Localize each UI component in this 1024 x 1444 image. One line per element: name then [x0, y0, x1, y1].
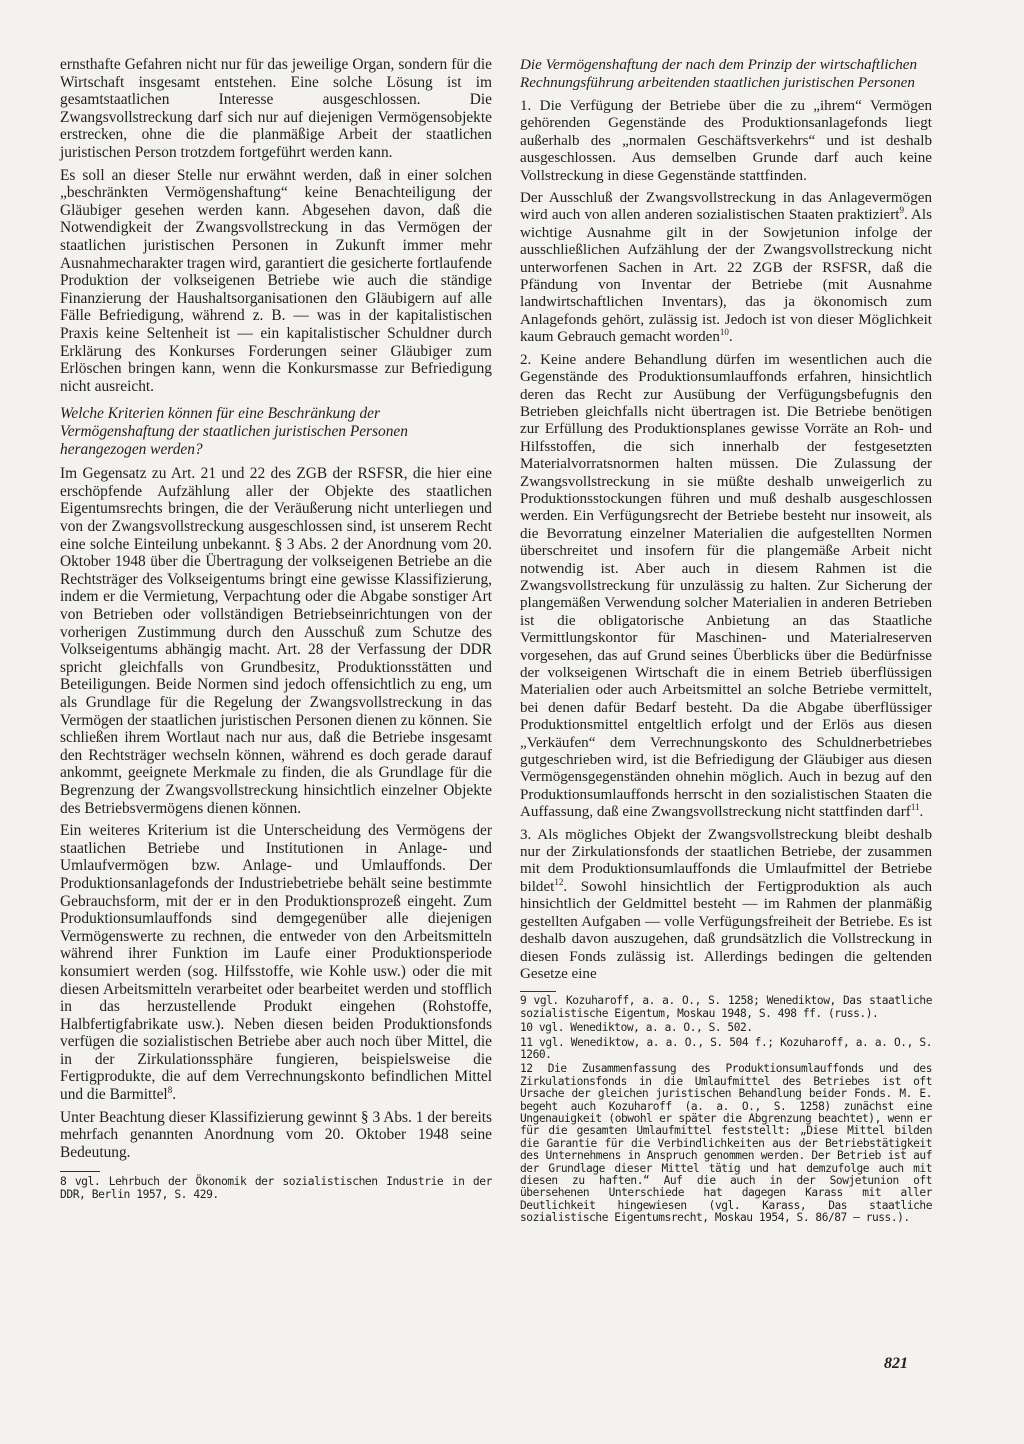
footnote-11: 11 vgl. Wenediktow, a. a. O., S. 504 f.; Kozuharoff, a. a. O., S. 1260.	[520, 1035, 932, 1061]
paragraph: Es soll an dieser Stelle nur erwähnt werden, daß in einer solchen „beschränkten Vermögenshaftung“ keine Benachteiligung der Gläubiger gesehen werden kann. Abgesehen davon, daß die Notwendigkeit der Zwangsvollstreckung in das Vermögen der staatlichen juristischen Personen in Zukunft immer mehr Ausnahmecharakter tragen wird, garantiert die gesicherte fortlaufende Produktion der volkseigenen Betriebe wie auch die ständige Finanzierung der Haushaltsorganisationen den Gläubigern auf alle Fälle Befriedigung, während z. B. — was in der kapitalistischen Praxis keine Seltenheit ist — ein kapitalistischer Schuldner durch Erklärung des Konkurses Forderungen seiner Gläubiger zum Erlöschen bringen kann, wenn die Konkursmasse zur Befriedigung nicht ausreicht.	[60, 166, 493, 395]
footnote-8: 8 vgl. Lehrbuch der Ökonomik der sozialistischen Industrie in der DDR, Berlin 1957, S. 429.	[60, 1175, 492, 1202]
page-number: 821	[884, 1355, 908, 1372]
right-column	[520, 56, 932, 1227]
paragraph	[520, 352, 932, 822]
paragraph-text-end: .	[172, 1086, 177, 1104]
footnote-12: 12 Die Zusammenfassung des Produktionsumlauffonds und des Zirkulationsfonds in die Umlaufmittel des Betriebes ist oft Ursache der gleichen juristischen Behandlung beider Fonds. M. E. begeht auch Kozuharoff (a. a. O., S. 1258) zunächst eine Ungenauigkeit (obwohl er später die Abgrenzung beachtet), wenn er für die gesamten Umlaufmittel feststellt: „Diese Mittel bilden die Garantie für die Verbindlichkeiten aus der Betriebstätigkeit des Unternehmens in Anspruch genommen werden. Der Betrieb ist auf der Grundlage dieser Mittel tätig und hat demzufolge auch mit diesen zu haften.“ Auf die auch in der Sowjetunion oft übersehenen Unterschiede hat dagegen Karass mit aller Deutlichkeit hingewiesen (vgl. Karass, Das staatliche sozialistische Eigentumsrecht, Moskau 1954, S. 86/87 — russ.).	[520, 1062, 932, 1225]
section-heading: Welche Kriterien können für eine Beschränkung der Vermögenshaftung der staatlichen juristischen Personen herangezogen werden?	[60, 405, 408, 459]
paragraph-text-end: .	[919, 804, 924, 821]
paragraph-text: 2. Keine andere Behandlung dürfen im wesentlichen auch die Gegenstände des Produktionsumlauffonds erfahren, hinsichtlich deren das Recht zur Ausübung der Verfügungsbefugnis den Betrieben gleichfalls nicht übertragen ist. Die Betriebe benötigen zur Erfüllung des Produktionsplanes gewisse Vorräte an Roh- und Hilfsstoffen, die sich innerhalb der festgesetzten Materialvorratsnormen halten müssen. Die Zulassung der Zwangsvollstreckung in sie müßte deshalb unweigerlich zu Produktionsstockungen führen und muß deshalb ausgeschlossen werden. Ein Verfügungsrecht der Betriebe besteht nur insoweit, als die Bevorratung einzelner Materialien die aufgestellten Normen überschreitet und insofern für die plangemäße Arbeit nicht notwendig ist. Aber auch in diesem Rahmen ist die Zwangsvollstreckung für unzulässig zu halten. Zur Sicherung der plangemäßen Verwendung solcher Materialien in anderen Betrieben ist die obligatorische Anbietung an das Staatliche Vermittlungskontor für Maschinen- und Materialreserven vorgesehen, das auf Grund seines Überblicks über die Bedürfnisse der volkseigenen Wirtschaft die in einem Betrieb überflüssigen Materialien oder auch Arbeitsmittel an solche Betriebe vermittelt, bei denen dafür Bedarf besteht. Da die Abgabe überflüssiger Produktionsmittel entgeltlich erfolgt und der Erlös aus diesen „Verkäufen“ dem Verrechnungskonto des Schuldnerbetriebes gutgeschrieben wird, ist die Befriedigung der Gläubiger aus diesen Vermögensgegenständen ohnehin möglich. Auch in bezug auf den Produktionsumlauffonds herrscht in den sozialistischen Staaten die Auffassung, daß eine Zwangsvollstreckung nicht stattfinden darf	[520, 351, 932, 821]
paragraph: ernsthafte Gefahren nicht nur für das jeweilige Organ, sondern für die Wirtschaft insgesamt entstehen. Eine solche Lösung ist im gesamtstaatlichen Interesse ausgeschlossen. Die Zwangsvollstreckung darf sich nur auf diejenigen Vermögensobjekte erstrecken, ohne die die planmäßige Arbeit der staatlichen juristischen Person trotzdem fortgeführt werden kann.	[60, 56, 492, 161]
footnote-9: 9 vgl. Kozuharoff, a. a. O., S. 1258; Wenediktow, Das staatliche sozialistische Eigentum, Moskau 1948, S. 498 ff. (russ.).	[520, 994, 932, 1020]
paragraph-text: Ein weiteres Kriterium ist die Unterscheidung des Vermögens der staatlichen Betriebe und Institutionen in Anlage- und Umlaufvermögen bzw. Anlage- und Umlauffonds. Der Produktionsanlagefonds der Industriebetriebe behält seine bestimmte Gebrauchsform, mit der er in den Produktionsprozeß eingeht. Zum Produktionsumlauffonds sind demgegenüber alle diejenigen Vermögenswerte zu rechnen, die entweder von den Arbeitsmitteln während ihrer Funktion im Laufe einer Produktionsperiode konsumiert werden (sog. Hilfsstoffe, wie Kohle usw.) oder die mit diesen Arbeitsmitteln verarbeitet oder bearbeitet werden und stofflich in das herzustellende Produkt eingehen (Rohstoffe, Halbfertigfabrikate usw.). Neben diesen beiden Produktionsfonds verfügen die sozialistischen Betriebe aber auch noch über Mittel, die in der Zirkulationssphäre fungieren, beispielsweise die Fertigprodukte, die auf dem Verrechnungskonto befindlichen Mittel und die Barmittel	[60, 822, 492, 1104]
paragraph-text: . Als wichtige Ausnahme gilt in der Sowjetunion infolge der ausschließlichen Aufzählung der der Zwangsvollstreckung nicht unterworfenen Sachen in Art. 22 ZGB der RSFSR, daß die Pfändung von Inventar der Betriebe (mit Ausnahme landwirtschaftlichen Inventars), das ja ökonomisch zum Anlagefonds gehört, zulässig ist. Jedoch ist von dieser Möglichkeit kaum Gebrauch gemacht worden	[520, 207, 932, 346]
paragraph: 1. Die Verfügung der Betriebe über die zu „ihrem“ Vermögen gehörenden Gegenstände des Produktionsanlagefonds liegt außerhalb des „normalen Geschäftsverkehrs“ und ist deshalb ausgeschlossen. Aus demselben Grunde darf auch keine Vollstreckung in diese Gegenstände stattfinden.	[520, 98, 932, 184]
paragraph	[60, 822, 492, 1104]
footnote-ref[interactable]: 12	[554, 876, 564, 887]
section-heading: Die Vermögenshaftung der nach dem Prinzip der wirtschaftlichen Rechnungsführung arbeitenden staatlichen juristischen Personen	[520, 57, 917, 91]
paragraph-text: . Sowohl hinsichtlich der Fertigproduktion als auch hinsichtlich der Geldmittel besteht — im Rahmen der planmäßig gestellten Aufgaben — volle Verfügungsfreiheit der Betriebe. Es ist deshalb davon auszugehen, daß grundsätzlich die Vollstreckung in diesen Fonds zulässig ist. Allerdings bedingen die geltenden Gesetze eine	[520, 878, 932, 982]
footnote-divider	[60, 1171, 100, 1172]
paragraph: Unter Beachtung dieser Klassifizierung gewinnt § 3 Abs. 1 der bereits mehrfach genannten Anordnung vom 20. Oktober 1948 seine Bedeutung.	[60, 1108, 492, 1161]
paragraph: Im Gegensatz zu Art. 21 und 22 des ZGB der RSFSR, die hier eine erschöpfende Aufzählung aller der Objekte des staatlichen Eigentumsrechts bringen, die der Veräußerung nicht unterliegen und von der Zwangsvollstreckung ausgeschlossen sind, ist unserem Recht eine solche Einteilung unbekannt. § 3 Abs. 2 der Anordnung vom 20. Oktober 1948 über die Übertragung der volkseigenen Betriebe an die Rechtsträger des Volkseigentums bringt eine gewisse Klassifizierung, indem er die Vermietung, Verpachtung oder die Abgabe sonstiger Art von Betrieben oder vollständigen Betriebseinrichtungen von der vorherigen Zustimmung durch den Ausschuß zum Schutze des Volkseigentums abhängig macht. Art. 28 der Verfassung der DDR spricht gleichfalls von Grundbesitz, Produktionsstätten und Beteiligungen. Beide Normen sind jedoch offensichtlich zu eng, um als Grundlage für die Regelung der Zwangsvollstreckung in das Vermögen der staatlichen juristischen Personen dienen zu können. Sie schließen ihrem Wortlaut nach nur aus, daß die Betriebe insgesamt den Rechtsträger wechseln können, während es doch gerade darauf ankommt, geeignete Merkmale zu finden, die als Grundlage für die Begrenzung der Zwangsvollstreckung hinsichtlich einzelner Objekte des Betriebsvermögens dienen können.	[60, 465, 492, 817]
footnote-ref[interactable]: 10	[719, 327, 729, 338]
paragraph-text: Der Ausschluß der Zwangsvollstreckung in das Anlagevermögen wird auch von allen anderen sozialistischen Staaten praktiziert	[520, 190, 932, 224]
paragraph	[520, 827, 932, 984]
paragraph	[520, 190, 932, 347]
footnote-divider	[520, 991, 556, 992]
footnote-ref[interactable]: 9	[899, 205, 904, 216]
left-column	[60, 56, 492, 1203]
paragraph-text-end: .	[728, 329, 733, 346]
paragraph-text: 3. Als mögliches Objekt der Zwangsvollstreckung bleibt deshalb nur der Zirkulationsfonds der staatlichen Betriebe, der zusammen mit dem Produktionsumlauffonds die Umlaufmittel der Betriebe bildet	[520, 826, 932, 895]
footnote-10: 10 vgl. Wenediktow, a. a. O., S. 502.	[520, 1021, 753, 1035]
footnote-ref[interactable]: 11	[910, 802, 920, 813]
footnote-ref[interactable]: 8	[167, 1084, 173, 1095]
